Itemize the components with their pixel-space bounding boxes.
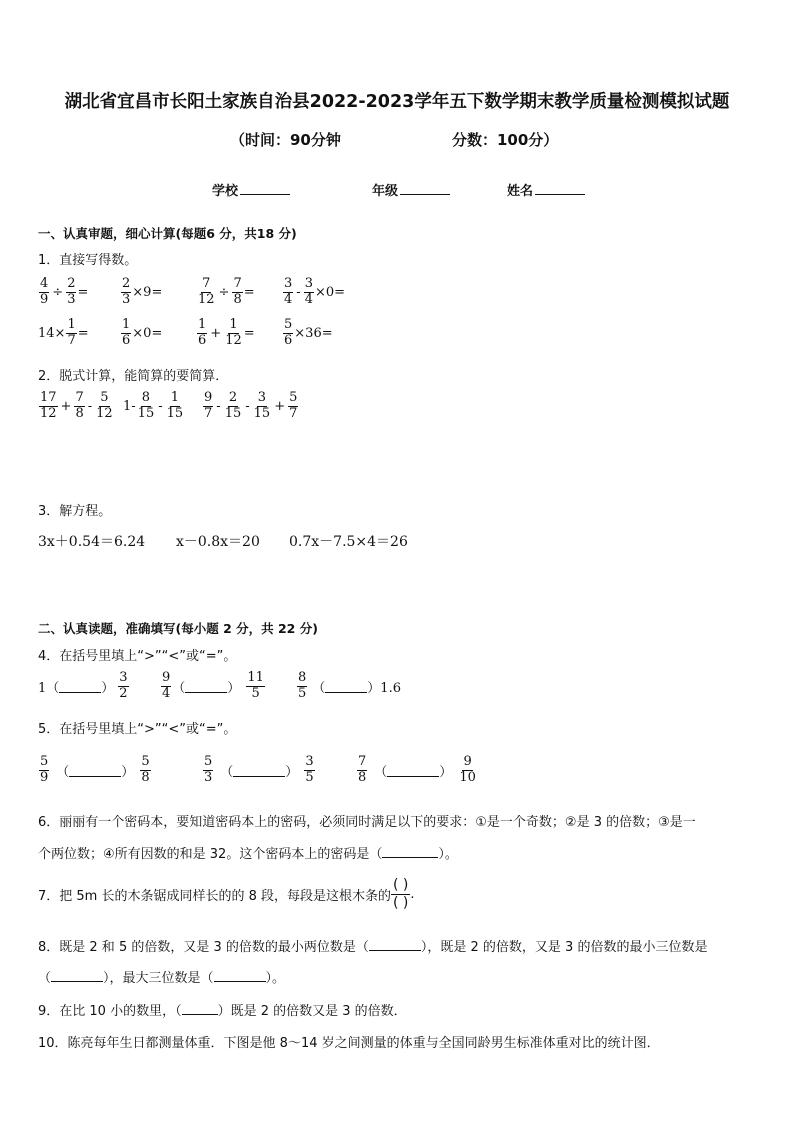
name-blank[interactable] bbox=[535, 182, 585, 195]
q1-item2: $\frac{2}{3}$ ×9= bbox=[122, 276, 163, 307]
section1-heading: 一、认真审题，细心计算(每题6 分，共18 分) bbox=[38, 226, 297, 241]
fraction: $\frac{3}{2}$ bbox=[119, 670, 128, 701]
q9: 9．在比 10 小的数里，（ ）既是 2 的倍数又是 3 的倍数． bbox=[38, 1004, 407, 1019]
name-field bbox=[507, 180, 585, 199]
fraction: $\frac{2}{3}$ bbox=[122, 276, 131, 307]
q4-text: 4．在括号里填上“>”“<”或“=”。 bbox=[38, 649, 237, 664]
q1-item5: 14× $\frac{1}{7}$ = bbox=[38, 317, 89, 348]
q3-equation3: 0.7x－7.5×4＝26 bbox=[289, 534, 408, 550]
fraction: $\frac{5}{6}$ bbox=[284, 317, 293, 348]
fraction: $\frac{4}{9}$ bbox=[40, 276, 49, 307]
exam-time: （时间：90分钟 bbox=[230, 131, 341, 149]
fraction: $\frac{1}{6}$ bbox=[122, 317, 131, 348]
answer-blank[interactable] bbox=[51, 969, 103, 982]
q3-text: 3．解方程。 bbox=[38, 504, 112, 519]
fraction: $\frac{1}{7}$ bbox=[67, 317, 76, 348]
fraction: $\frac{1}{6}$ bbox=[198, 317, 207, 348]
q8-line2: （ ），最大三位数是（ ）。 bbox=[38, 971, 286, 986]
fraction: $\frac{9}{7}$ bbox=[204, 390, 213, 421]
q2-expr2: 1- $\frac{8}{15}$ - $\frac{1}{15}$ bbox=[123, 390, 184, 421]
fraction: $\frac{7}{8}$ bbox=[233, 276, 242, 307]
q2-expr1: $\frac{17}{12}$ + $\frac{7}{8}$ - $\frac{5}{12}$ bbox=[40, 390, 113, 421]
school-label: 学校 bbox=[212, 184, 239, 199]
fraction: $\frac{7}{12}$ bbox=[198, 276, 215, 307]
q5-item2: $\frac{5}{3}$ （ ） $\frac{3}{5}$ bbox=[204, 754, 314, 785]
q1-item8: $\frac{5}{6}$ ×36= bbox=[284, 317, 333, 348]
q5-text: 5．在括号里填上“>”“<”或“=”。 bbox=[38, 722, 237, 737]
fraction: $\frac{3}{5}$ bbox=[305, 754, 314, 785]
fraction: $\frac{7}{8}$ bbox=[358, 754, 367, 785]
q1-item4: $\frac{3}{4}$ - $\frac{3}{4}$ ×0= bbox=[284, 276, 346, 307]
fraction: $\frac{5}{9}$ bbox=[40, 754, 49, 785]
q4-item1: 1（ ） $\frac{3}{2}$ bbox=[38, 670, 128, 701]
answer-blank[interactable] bbox=[325, 680, 367, 693]
fraction: $\frac{9}{10}$ bbox=[459, 754, 476, 785]
fraction: $\frac{1}{15}$ bbox=[166, 390, 184, 421]
q2-text: 2．脱式计算，能简算的要简算． bbox=[38, 369, 229, 384]
fraction: $\frac{5}{12}$ bbox=[96, 390, 113, 421]
exam-score: 分数：100分） bbox=[452, 131, 559, 149]
fraction: $\frac{1}{12}$ bbox=[225, 317, 242, 348]
answer-blank[interactable] bbox=[185, 680, 227, 693]
page-title: 湖北省宜昌市长阳土家族自治县2022-2023学年五下数学期末教学质量检测模拟试题 bbox=[64, 92, 730, 112]
q1-item1: $\frac{4}{9}$ ÷ $\frac{2}{3}$ = bbox=[40, 276, 89, 307]
q2-expr3: $\frac{9}{7}$ - $\frac{2}{15}$ - $\frac{3}{15}$ + $\frac{5}{7}$ bbox=[204, 390, 298, 421]
q4-item3: $\frac{8}{5}$ （ ）1.6 bbox=[298, 670, 401, 701]
fraction: $\frac{3}{4}$ bbox=[284, 276, 293, 307]
grade-blank[interactable] bbox=[400, 182, 450, 195]
fraction: $\frac{3}{4}$ bbox=[304, 276, 313, 307]
school-blank[interactable] bbox=[240, 182, 290, 195]
q1-item7: $\frac{1}{6}$ + $\frac{1}{12}$ = bbox=[198, 317, 255, 348]
fraction: $\frac{2}{15}$ bbox=[224, 390, 242, 421]
q1-text: 1．直接写得数。 bbox=[38, 253, 138, 268]
fraction: $\frac{5}{8}$ bbox=[141, 754, 150, 785]
answer-blank[interactable] bbox=[182, 1002, 218, 1015]
q5-item3: $\frac{7}{8}$ （ ） $\frac{9}{10}$ bbox=[358, 754, 476, 785]
fraction: $\frac{3}{15}$ bbox=[253, 390, 271, 421]
fraction: $\frac{5}{3}$ bbox=[204, 754, 213, 785]
school-field bbox=[212, 180, 290, 199]
q3-equation2: x－0.8x＝20 bbox=[176, 534, 260, 550]
q4-item2: $\frac{9}{4}$ （ ） $\frac{11}{5}$ bbox=[162, 670, 264, 701]
answer-blank[interactable] bbox=[382, 845, 438, 858]
q1-item6: $\frac{1}{6}$ ×0= bbox=[122, 317, 163, 348]
fraction: $\frac{9}{4}$ bbox=[162, 670, 171, 701]
answer-blank[interactable] bbox=[387, 764, 439, 777]
answer-blank[interactable] bbox=[59, 680, 101, 693]
q7: 7．把 5m 长的木条锯成同样长的的 8 段，每段是这根木条的 ( ) ( ) . bbox=[38, 877, 415, 911]
answer-blank[interactable] bbox=[69, 764, 121, 777]
q5-item1: $\frac{5}{9}$ （ ） $\frac{5}{8}$ bbox=[40, 754, 150, 785]
fraction: $\frac{7}{8}$ bbox=[75, 390, 84, 421]
fraction: $\frac{11}{5}$ bbox=[247, 670, 264, 701]
fraction: $\frac{8}{15}$ bbox=[137, 390, 155, 421]
fraction: $\frac{17}{12}$ bbox=[40, 390, 57, 421]
section2-heading: 二、认真读题，准确填写(每小题 2 分，共 22 分) bbox=[38, 621, 318, 636]
fraction: $\frac{5}{7}$ bbox=[289, 390, 298, 421]
q1-item3: $\frac{7}{12}$ ÷ $\frac{7}{8}$ = bbox=[198, 276, 255, 307]
q6-line2: 个两位数；④所有因数的和是 32。这个密码本上的密码是（ ）。 bbox=[38, 847, 458, 862]
fraction: $\frac{8}{5}$ bbox=[298, 670, 307, 701]
fraction: $\frac{2}{3}$ bbox=[67, 276, 76, 307]
grade-label: 年级 bbox=[372, 184, 399, 199]
answer-blank[interactable] bbox=[214, 969, 266, 982]
answer-blank[interactable] bbox=[233, 764, 285, 777]
q6-line1: 6．丽丽有一个密码本，要知道密码本上的密码，必须同时满足以下的要求：①是一个奇数；②是 3 的倍数；③是一 bbox=[38, 815, 696, 830]
name-label: 姓名 bbox=[507, 184, 534, 199]
answer-blank[interactable] bbox=[369, 938, 421, 951]
q8-line1: 8．既是 2 和 5 的倍数，又是 3 的倍数的最小两位数是（ ），既是 2 的倍数，又是 3 的倍数的最小三位数是 bbox=[38, 940, 708, 955]
q10-text: 10．陈亮每年生日都测量体重．下图是他 8～14 岁之间测量的体重与全国同龄男生标准体重对比的统计图． bbox=[38, 1036, 660, 1051]
answer-fraction[interactable]: ( ) ( ) bbox=[393, 877, 409, 911]
q3-equation1: 3x＋0.54＝6.24 bbox=[38, 534, 146, 550]
grade-field bbox=[372, 180, 450, 199]
